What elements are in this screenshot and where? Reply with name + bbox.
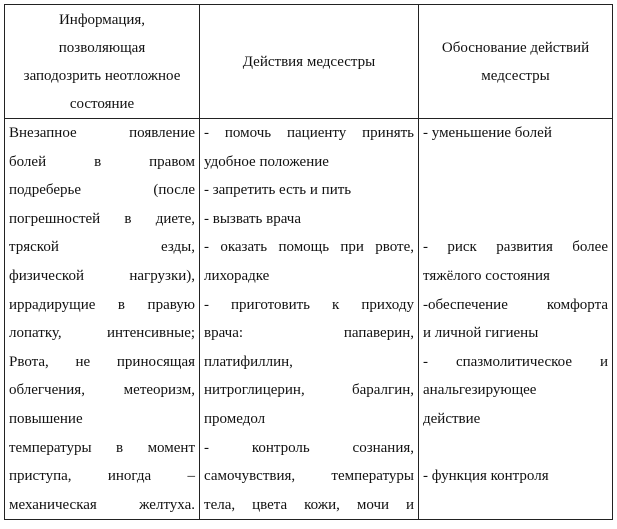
header-line: Обоснование действий — [441, 39, 590, 56]
cell-line: повышение — [9, 410, 83, 427]
header-row — [5, 5, 613, 119]
header-line: позволяющая — [58, 39, 146, 56]
cell-line: тряской езды, — [9, 239, 196, 256]
cell-line: и личной гигиены — [423, 325, 539, 342]
header-actions — [200, 5, 419, 119]
cell-line — [423, 148, 608, 177]
cell-line: погрешностей в диете, — [9, 210, 196, 227]
cell-info — [5, 119, 200, 520]
cell-line: самочувствия, температуры — [204, 468, 415, 485]
cell-line: - спазмолитическое и — [423, 353, 608, 370]
cell-line: приступа, иногда – — [9, 468, 196, 485]
table-row — [5, 119, 613, 520]
cell-line: температуры в момент — [9, 439, 196, 456]
cell-line: промедол — [204, 410, 266, 427]
header-rationale — [419, 5, 613, 119]
cell-line: анальгезирующее — [423, 382, 537, 399]
header-line: медсестры — [481, 67, 550, 84]
cell-line: подреберье (после — [9, 182, 196, 199]
cell-line: тела, цвета кожи, мочи и — [204, 496, 415, 513]
cell-line: - приготовить к приходу — [204, 296, 415, 313]
cell-rationale — [419, 119, 613, 520]
cell-line: - запретить есть и пить — [204, 182, 352, 199]
cell-line: лопатку, интенсивные; — [9, 325, 196, 342]
cell-line: платифиллин, — [204, 353, 293, 370]
cell-line — [423, 491, 608, 520]
cell-line: -обеспечение комфорта — [423, 296, 608, 313]
header-line: Действия медсестры — [242, 53, 376, 70]
header-line: Информация, — [58, 11, 146, 28]
cell-line: действие — [423, 410, 481, 427]
cell-line: Внезапное появление — [9, 125, 196, 141]
cell-actions — [200, 119, 419, 520]
cell-line: тяжёлого состояния — [423, 267, 550, 284]
cell-line: нитроглицерин, баралгин, — [204, 382, 415, 399]
cell-line: механическая желтуха. — [9, 496, 196, 513]
cell-line: - вызвать врача — [204, 210, 301, 227]
header-line: состояние — [69, 95, 135, 112]
cell-line: болей в правом — [9, 153, 196, 170]
cell-line — [423, 434, 608, 463]
cell-line: лихорадке — [204, 267, 270, 284]
cell-line: удобное положение — [204, 153, 329, 170]
cell-line: Рвота, не приносящая — [9, 353, 196, 370]
cell-line: - функция контроля — [423, 468, 549, 485]
cell-line — [423, 176, 608, 205]
cell-line — [423, 205, 608, 234]
cell-line: - риск развития более — [423, 239, 608, 256]
cell-line: - оказать помощь при рвоте, — [204, 239, 415, 256]
cell-line: - контроль сознания, — [204, 439, 415, 456]
header-info — [5, 5, 200, 119]
cell-line: облегчения, метеоризм, — [9, 382, 196, 399]
nursing-table — [4, 4, 613, 520]
cell-line: физической нагрузки), — [9, 267, 196, 284]
cell-line: врача: папаверин, — [204, 325, 415, 342]
header-line: заподозрить неотложное — [23, 67, 181, 84]
cell-line: иррадирущие в правую — [9, 296, 196, 313]
cell-line: - уменьшение болей — [423, 125, 552, 141]
cell-line: - помочь пациенту принять — [204, 125, 415, 141]
